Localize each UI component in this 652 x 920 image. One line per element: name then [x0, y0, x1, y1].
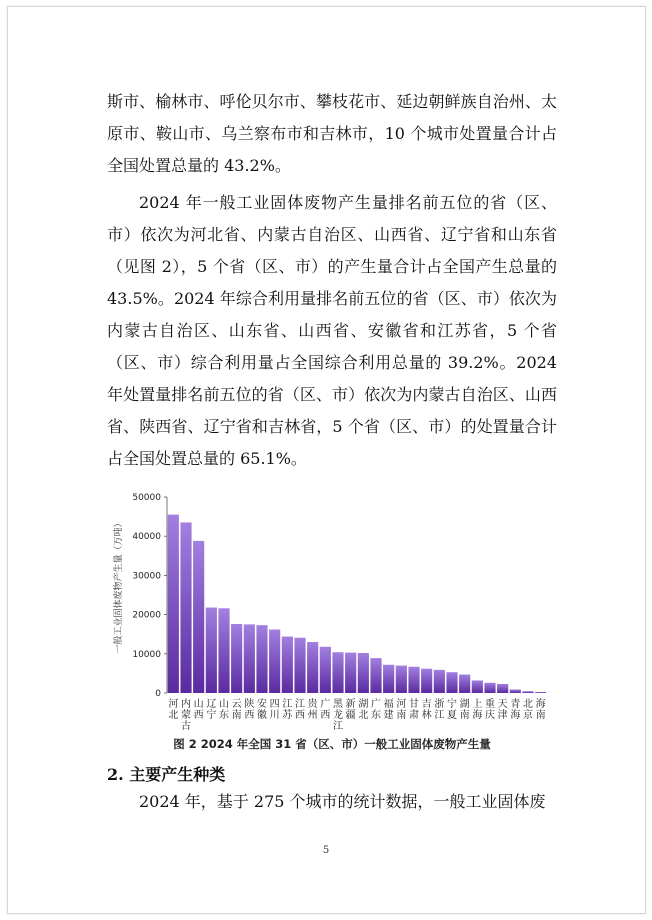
x-tick-label: 海南 — [535, 699, 546, 721]
bar-山西 — [193, 541, 204, 693]
x-tick-label: 甘肃 — [409, 699, 419, 721]
bar-湖北 — [358, 653, 369, 693]
bar-河南 — [396, 666, 407, 693]
x-tick-label: 陕西 — [244, 699, 255, 721]
page-number: 5 — [322, 845, 330, 856]
x-tick-label: 浙江 — [434, 699, 445, 721]
bar-福建 — [383, 665, 394, 693]
bar-甘肃 — [408, 667, 419, 693]
bar-广西 — [320, 647, 331, 693]
x-tick-label: 上海 — [472, 699, 483, 721]
x-tick-label: 广东 — [371, 699, 381, 721]
y-tick-label: 20000 — [132, 610, 161, 621]
bar-黑龙江 — [332, 652, 343, 693]
production-bar-chart — [107, 486, 557, 764]
x-tick-label: 青海 — [510, 699, 521, 721]
bars — [168, 515, 546, 693]
bar-上海 — [472, 680, 483, 693]
body-paragraph-2: 2024 年一般工业固体废物产生量排名前五位的省（区、市）依次为河北省、内蒙古自治区、山西省、辽宁省和山东省（见图 2），5 个省（区、市）的产生量合计占全国产生总量的 43.5%。2024 年综合利用量排名前五位的省（区、市）依次为内蒙古自治区、山东省、山西省、安徽省和江苏省，5 个省（区、市）综合利用量占全国综合利用总量的 39.2%。2024 年处置量排名前五位的省（区、市）依次为内蒙古自治区、山西省、陕西省、辽宁省和吉林省，5 个省（区、市）的处置量合计占全国处置总量的 65.1%。 — [107, 193, 557, 468]
bar-吉林 — [421, 669, 432, 693]
bar-安徽 — [256, 625, 267, 693]
x-tick-label: 吉林 — [421, 699, 432, 721]
bar-海南 — [535, 692, 546, 693]
x-tick-label: 辽宁 — [206, 699, 217, 721]
y-tick-label: 0 — [155, 689, 161, 699]
x-tick-label: 贵州 — [307, 699, 318, 721]
y-axis — [132, 493, 167, 699]
bar-云南 — [231, 624, 242, 693]
bar-内蒙古 — [180, 522, 191, 693]
x-tick-label: 天津 — [497, 699, 508, 721]
bar-陕西 — [244, 624, 255, 693]
body-paragraph-1: 斯市、榆林市、呼伦贝尔市、攀枝花市、延边朝鲜族自治州、太原市、鞍山市、乌兰察布市和吉林市，10 个城市处置量合计占全国处置总量的 43.2%。 — [107, 92, 557, 175]
bar-湖南 — [459, 675, 470, 693]
bar-江西 — [294, 638, 305, 693]
bar-新疆 — [345, 653, 356, 693]
x-tick-label: 江西 — [295, 699, 305, 721]
x-tick-label: 重庆 — [485, 699, 495, 721]
x-tick-label: 湖北 — [358, 699, 369, 721]
bar-四川 — [269, 630, 280, 694]
y-tick-label: 10000 — [132, 649, 161, 660]
x-tick-label: 安徽 — [257, 699, 267, 721]
bar-辽宁 — [206, 608, 217, 693]
x-tick-label: 山东 — [219, 699, 229, 721]
bar-江苏 — [282, 637, 293, 693]
bar-北京 — [522, 691, 533, 693]
x-tick-label: 山西 — [193, 699, 204, 721]
x-tick-label: 黑龙江 — [333, 699, 343, 732]
bar-山东 — [218, 608, 229, 693]
figure-caption: 图 2 2024 年全国 31 省（区、市）一般工业固体废物产生量 — [173, 737, 491, 751]
bar-天津 — [497, 684, 508, 693]
y-tick-label: 40000 — [132, 532, 161, 543]
x-tick-label: 湖南 — [459, 699, 470, 721]
x-axis-labels — [168, 697, 545, 732]
y-tick-label: 50000 — [132, 493, 161, 503]
x-tick-label: 广西 — [320, 699, 331, 721]
y-axis-title: 一般工业固体废物产生量（万吨） — [114, 518, 124, 654]
bar-河北 — [168, 515, 179, 693]
x-tick-label: 福建 — [383, 699, 394, 721]
x-tick-label: 云南 — [231, 699, 242, 721]
bar-重庆 — [484, 683, 495, 693]
bar-宁夏 — [446, 672, 457, 693]
bar-浙江 — [434, 670, 445, 693]
x-tick-label: 北京 — [523, 699, 533, 721]
y-tick-label: 30000 — [132, 571, 161, 582]
x-tick-label: 新疆 — [345, 699, 356, 721]
x-tick-label: 江苏 — [282, 699, 293, 721]
x-tick-label: 内蒙古 — [181, 699, 191, 732]
chart-canvas — [107, 486, 557, 764]
x-tick-label: 宁夏 — [447, 699, 457, 721]
bar-广东 — [370, 658, 381, 693]
x-tick-label: 河南 — [396, 699, 407, 721]
body-paragraph-3: 2024 年，基于 275 个城市的统计数据，一般工业固体废 — [139, 792, 546, 811]
bar-青海 — [510, 689, 521, 693]
bar-贵州 — [307, 642, 318, 693]
x-tick-label: 四川 — [269, 699, 280, 721]
x-tick-label: 河北 — [168, 699, 179, 721]
section-heading: 2. 主要产生种类 — [107, 765, 226, 784]
